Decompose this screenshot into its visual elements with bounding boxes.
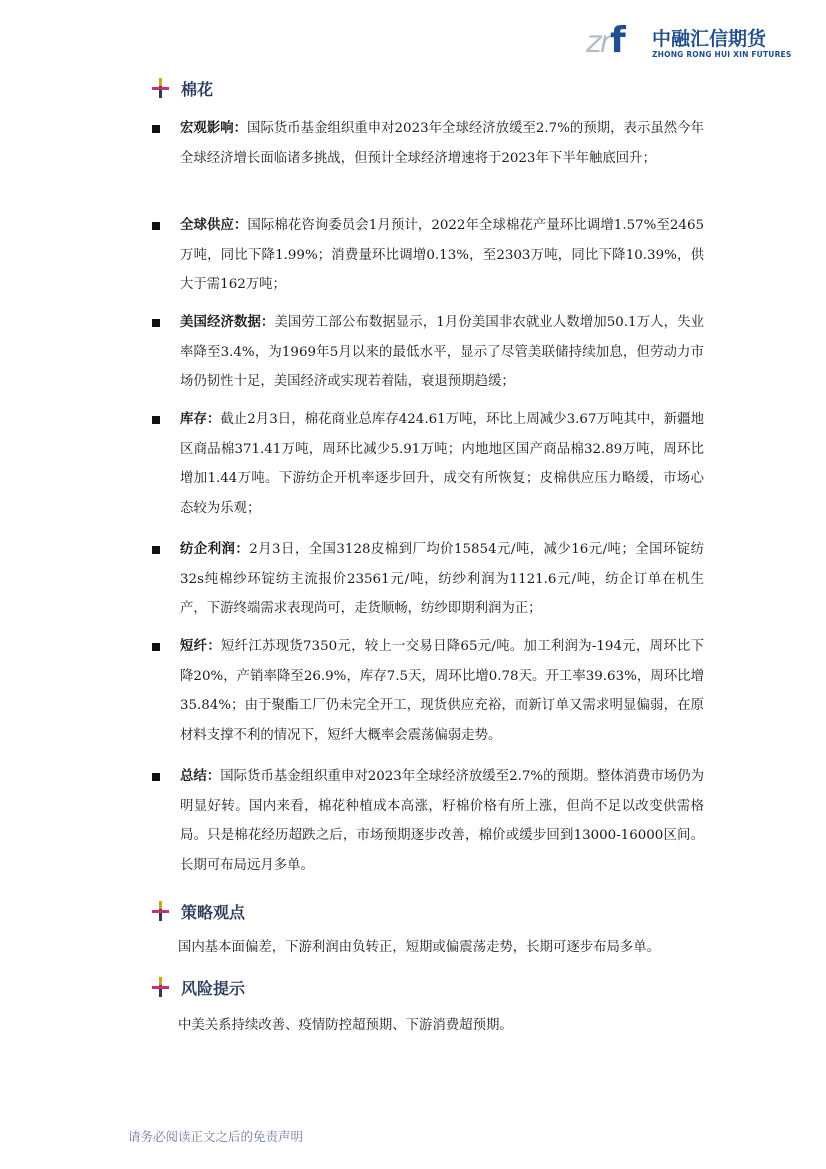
list-item: [152, 535, 704, 624]
item-text: 2月3日，全国3128皮棉到厂均价15854元/吨，减少16元/吨；全国环锭纺32s纯棉纱环锭纺主流报价23561元/吨，纺纱利润为1121.6元/吨，纺企订单在机生产，下游终端需求表现尚可，走货顺畅，纺纱即期利润为正；: [180, 542, 705, 616]
section-heading-strategy: [150, 899, 245, 923]
item-label: 美国经济数据：: [180, 315, 275, 330]
square-bullet-icon: [152, 773, 160, 781]
item-text: 美国劳工部公布数据显示，1月份美国非农就业人数增加50.1万人，失业率降至3.4%，为1969年5月以来的最低水平，显示了尽管美联储持续加息，但劳动力市场仍韧性十足，美国经济或实现若着陆，衰退预期趋缓；: [180, 315, 704, 389]
section-title: 策略观点: [181, 902, 246, 922]
item-text: 国际棉花咨询委员会1月预计，2022年全球棉花产量环比调增1.57%至2465万吨，同比下降1.99%；消费量环比调增0.13%，至2303万吨，同比下降10.39%，供大于需162万吨；: [180, 218, 704, 292]
item-label: 全球供应：: [180, 218, 248, 233]
square-bullet-icon: [152, 125, 160, 133]
section-heading-risk: [150, 975, 245, 999]
item-label: 纺企利润：: [180, 542, 250, 557]
square-bullet-icon: [152, 319, 160, 327]
item-text: 短纤江苏现货7350元，较上一交易日降65元/吨。加工利润为-194元，周环比下降20%，产销率降至26.9%，库存7.5天，周环比增0.78天。开工率39.63%，周环比增35.84%；由于聚酯工厂仍未完全开工，现货供应充裕，而新订单又需求明显偏弱，在原材料支撑不利的情况下，短纤大概率会震荡偏弱走势。: [180, 639, 704, 743]
section-title: 棉花: [181, 79, 214, 99]
logo-english-name: ZHONG RONG HUI XIN FUTURES: [652, 50, 792, 59]
list-item: [152, 762, 704, 880]
list-item: [152, 308, 704, 397]
section-heading-cotton: [150, 76, 213, 100]
strategy-text: 国内基本面偏差，下游利润由负转正，短期或偏震荡走势，长期可逐步布局多单。: [178, 940, 661, 955]
list-item: [152, 211, 704, 300]
square-bullet-icon: [152, 222, 160, 230]
list-item: [152, 632, 704, 750]
risk-text: 中美关系持续改善、疫情防控超预期、下游消费超预期。: [178, 1018, 513, 1033]
item-text: 国际货币基金组织重申对2023年全球经济放缓至2.7%的预期，表示虽然今年全球经济增长面临诸多挑战，但预计全球经济增速将于2023年下半年触底回升；: [180, 121, 704, 166]
cross-bullet-icon: [150, 976, 172, 998]
company-logo: [586, 18, 792, 64]
disclaimer-note: 请务必阅读正文之后的免责声明: [128, 1129, 304, 1144]
list-item: [152, 405, 704, 523]
square-bullet-icon: [152, 546, 160, 554]
item-label: 库存：: [180, 412, 221, 427]
section-title: 风险提示: [181, 978, 246, 998]
item-text: 截止2月3日，棉花商业总库存424.61万吨，环比上周减少3.67万吨其中，新疆地区商品棉371.41万吨，周环比减少5.91万吨；内地地区国产商品棉32.89万吨，周环比增加1.44万吨。下游纺企开机率逐步回升，成交有所恢复；皮棉供应压力略缓，市场心态较为乐观；: [180, 412, 704, 516]
item-label: 宏观影响：: [180, 121, 248, 136]
item-label: 总结：: [180, 769, 221, 784]
cross-bullet-icon: [150, 77, 172, 99]
cross-bullet-icon: [150, 900, 172, 922]
logo-mark: zrf: [586, 20, 624, 61]
item-text: 国际货币基金组织重申对2023年全球经济放缓至2.7%的预期。整体消费市场仍为明显好转。国内来看，棉花种植成本高涨，籽棉价格有所上涨，但尚不足以改变供需格局。只是棉花经历超跌之后，市场预期逐步改善，棉价或缓步回到13000-16000区间。长期可布局远月多单。: [180, 769, 704, 873]
item-label: 短纤：: [180, 639, 222, 654]
list-item: [152, 114, 704, 173]
square-bullet-icon: [152, 416, 160, 424]
logo-chinese-name: 中融汇信期货: [652, 28, 767, 50]
square-bullet-icon: [152, 643, 160, 651]
